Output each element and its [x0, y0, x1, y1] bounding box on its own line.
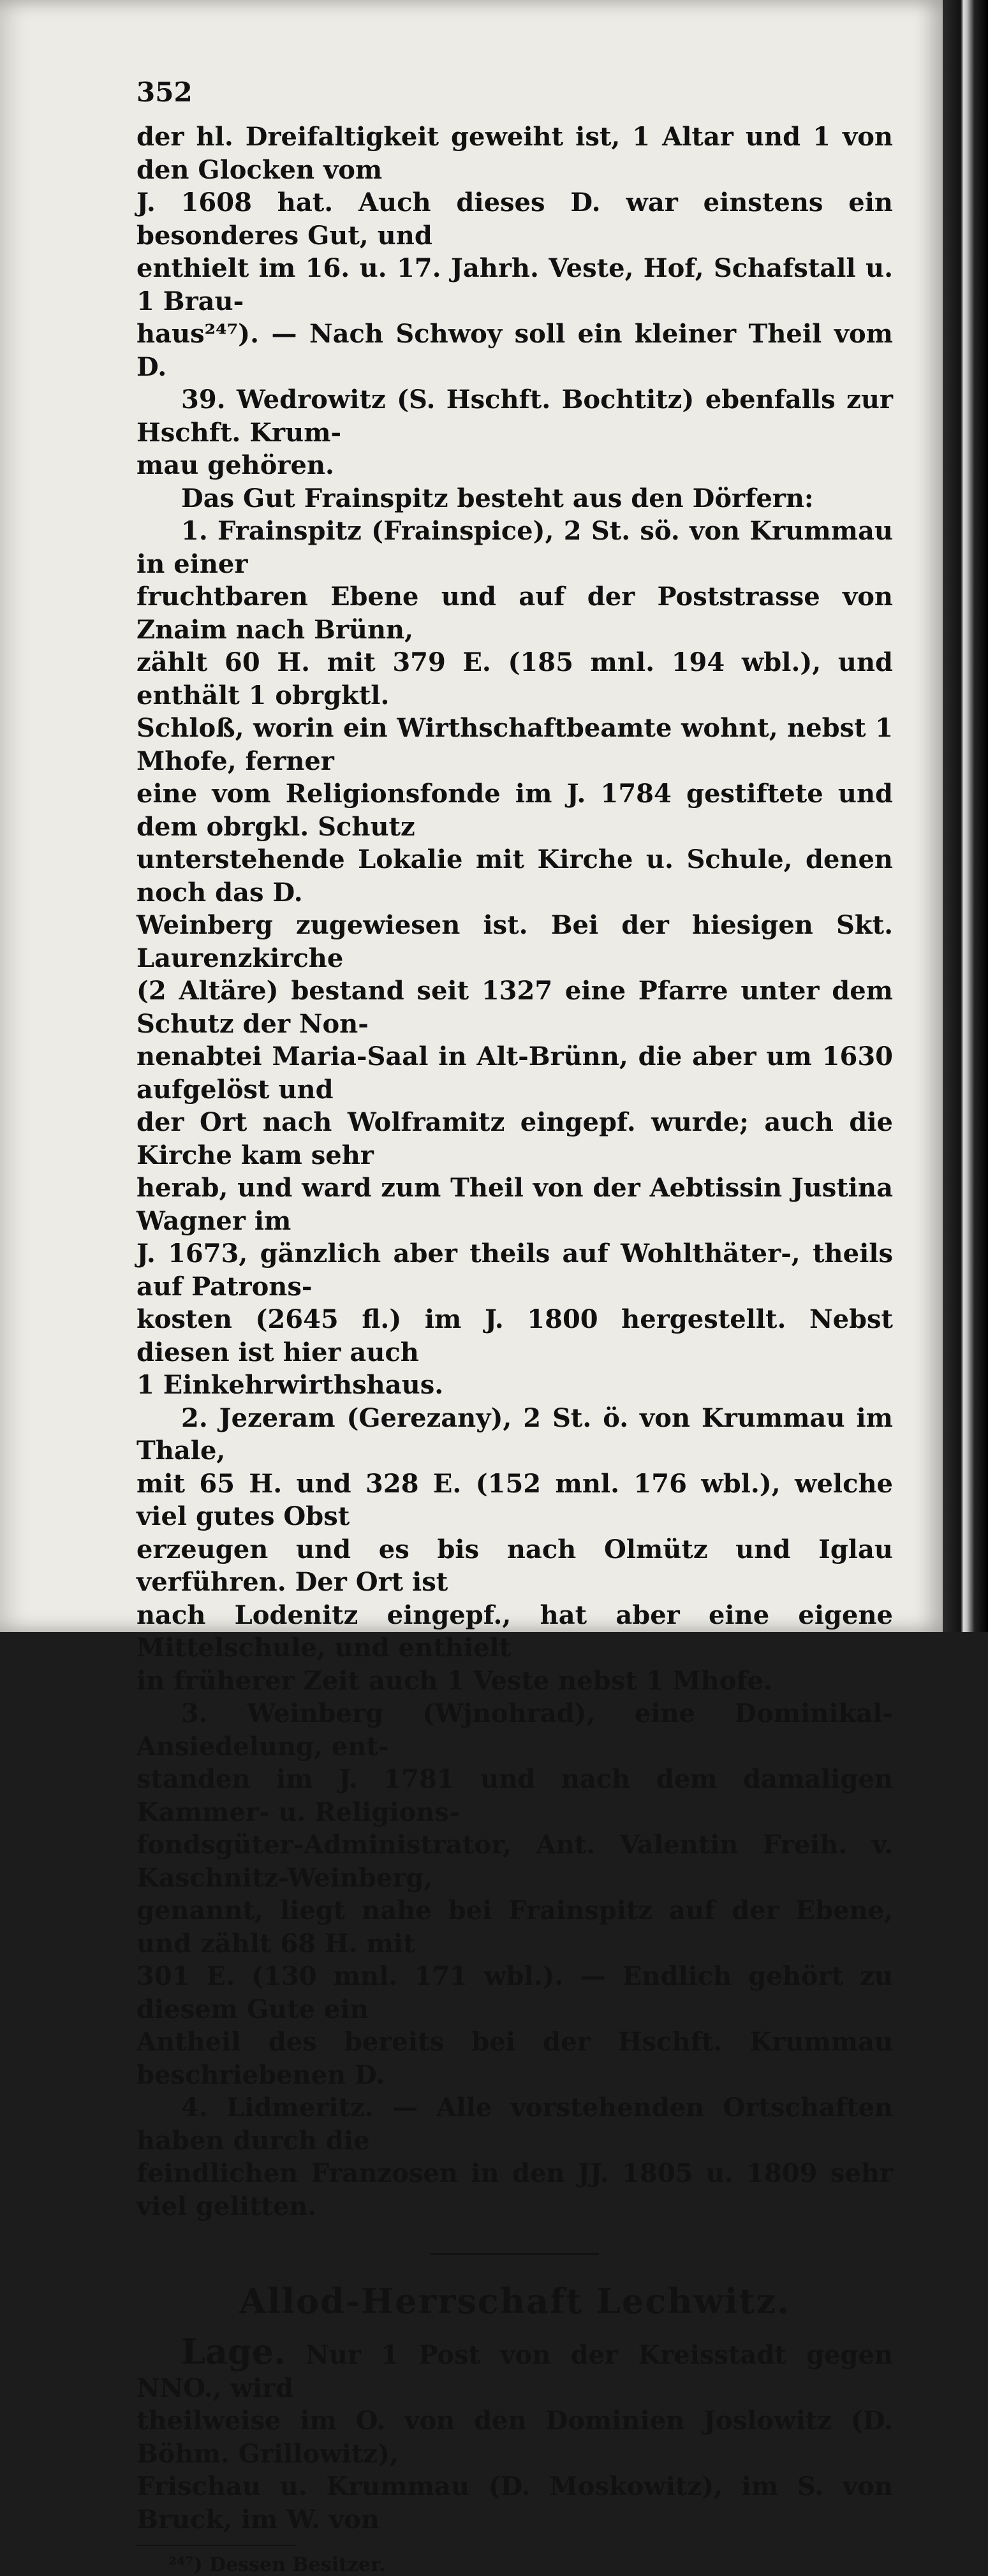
text-line: theilweise im O. von den Dominien Joslowitz (D. Böhm. Grillowitz), [136, 2406, 893, 2469]
text-line: Antheil des bereits bei der Hschft. Krummau beschriebenen D. [136, 2027, 893, 2090]
body-text [136, 121, 893, 2223]
paragraph-lage [136, 2331, 893, 2536]
text-line: kosten (2645 fl.) im J. 1800 hergestellt. Nebst diesen ist hier auch [136, 1304, 893, 1367]
text-line: eine vom Religionsfonde im J. 1784 gestiftete und dem obrgkl. Schutz [136, 779, 893, 842]
paragraph-frainspitz [136, 515, 893, 1402]
text-line: J. 1673, gänzlich aber theils auf Wohlthäter-, theils auf Patrons- [136, 1239, 893, 1302]
text-line: 2. Jezeram (Gerezany), 2 St. ö. von Krummau im Thale, [136, 1402, 893, 1466]
paragraph-jezeram [136, 1402, 893, 1698]
text-line: 3. Weinberg (Wjnohrad), eine Dominikal-Ansiedelung, ent- [136, 1698, 893, 1762]
text-line: genannt, liegt nahe bei Frainspitz auf der Ebene, und zählt 68 H. mit [136, 1895, 893, 1959]
book-gutter [943, 0, 988, 1632]
section-divider [431, 2253, 599, 2255]
text-line: haus²⁴⁷). — Nach Schwoy soll ein kleiner Theil vom D. [136, 319, 893, 382]
text-line: Frischau u. Krummau (D. Moskowitz), im S. von Bruck, im W. von [136, 2471, 893, 2535]
text-line: feindlichen Franzosen in den JJ. 1805 u. 1809 sehr viel gelitten. [136, 2158, 893, 2221]
text-line: der Ort nach Wolframitz eingepf. wurde; auch die Kirche kam sehr [136, 1107, 893, 1170]
text-line: 4. Lidmeritz. — Alle vorstehenden Ortschaften haben durch die [136, 2093, 893, 2156]
text-line: Das Gut Frainspitz besteht aus den Dörfern: [181, 483, 814, 513]
text-line: mit 65 H. und 328 E. (152 mnl. 176 wbl.), welche viel gutes Obst [136, 1468, 893, 1531]
text-line: erzeugen und es bis nach Olmütz und Iglau verführen. Der Ort ist [136, 1534, 893, 1597]
text-line: unterstehende Lokalie mit Kirche u. Schule, denen noch das D. [136, 844, 893, 908]
text-line: mau gehören. [136, 450, 334, 480]
page-number: 352 [136, 77, 193, 108]
lage-line-text: Nur 1 Post von der Kreisstadt gegen NNO., wird [136, 2340, 893, 2403]
paragraph-weinberg [136, 1697, 893, 2091]
text-line: 301 E. (130 mnl. 171 wbl.). — Endlich gehört zu diesem Gute ein [136, 1961, 893, 2024]
text-line: herab, und ward zum Theil von der Aebtissin Justina Wagner im [136, 1173, 893, 1236]
text-line: nenabtei Maria-Saal in Alt-Brünn, die aber um 1630 aufgelöst und [136, 1041, 893, 1105]
paragraph-lidmeritz [136, 2091, 893, 2223]
text-line: enthielt im 16. u. 17. Jahrh. Veste, Hof, Schafstall u. 1 Brau- [136, 253, 893, 316]
paragraph-continuation [136, 121, 893, 383]
paragraph-gut-frainspitz [136, 482, 893, 515]
footnote: ²⁴⁷) Dessen Besitzer. [168, 2554, 386, 2576]
text-line: fruchtbaren Ebene und auf der Poststrasse von Znaim nach Brünn, [136, 582, 893, 645]
lage-lead: Lage. [181, 2331, 286, 2372]
text-line: J. 1608 hat. Auch dieses D. war einstens ein besonderes Gut, und [136, 188, 893, 251]
page-content [136, 77, 893, 2576]
text-line: der hl. Dreifaltigkeit geweiht ist, 1 Altar und 1 von den Glocken vom [136, 122, 893, 185]
text-line: (2 Altäre) bestand seit 1327 eine Pfarre unter dem Schutz der Non- [136, 976, 893, 1039]
text-line: zählt 60 H. mit 379 E. (185 mnl. 194 wbl.), und enthält 1 obrgktl. [136, 647, 893, 710]
paragraph-wedrowitz [136, 383, 893, 482]
footnote-rule [136, 2545, 296, 2546]
text-line: standen im J. 1781 und nach dem damaligen Kammer- u. Religions- [136, 1764, 893, 1827]
text-line [136, 2331, 893, 2404]
text-line: fondsgüter-Administrator, Ant. Valentin Freih. v. Kaschnitz-Weinberg, [136, 1830, 893, 1893]
text-line: Schloß, worin ein Wirthschaftbeamte wohnt, nebst 1 Mhofe, ferner [136, 713, 893, 776]
text-line: Weinberg zugewiesen ist. Bei der hiesigen Skt. Laurenzkirche [136, 910, 893, 973]
text-line: 1 Einkehrwirthshaus. [136, 1370, 444, 1400]
text-line: in früherer Zeit auch 1 Veste nebst 1 Mhofe. [136, 1665, 772, 1696]
text-line: nach Lodenitz eingepf., hat aber eine eigene Mittelschule, und enthielt [136, 1600, 893, 1663]
text-line: 39. Wedrowitz (S. Hschft. Bochtitz) ebenfalls zur Hschft. Krum- [136, 385, 893, 448]
section-heading: Allod-Herrschaft Lechwitz. [239, 2281, 790, 2322]
text-line: 1. Frainspitz (Frainspice), 2 St. sö. von Krummau in einer [136, 516, 893, 579]
